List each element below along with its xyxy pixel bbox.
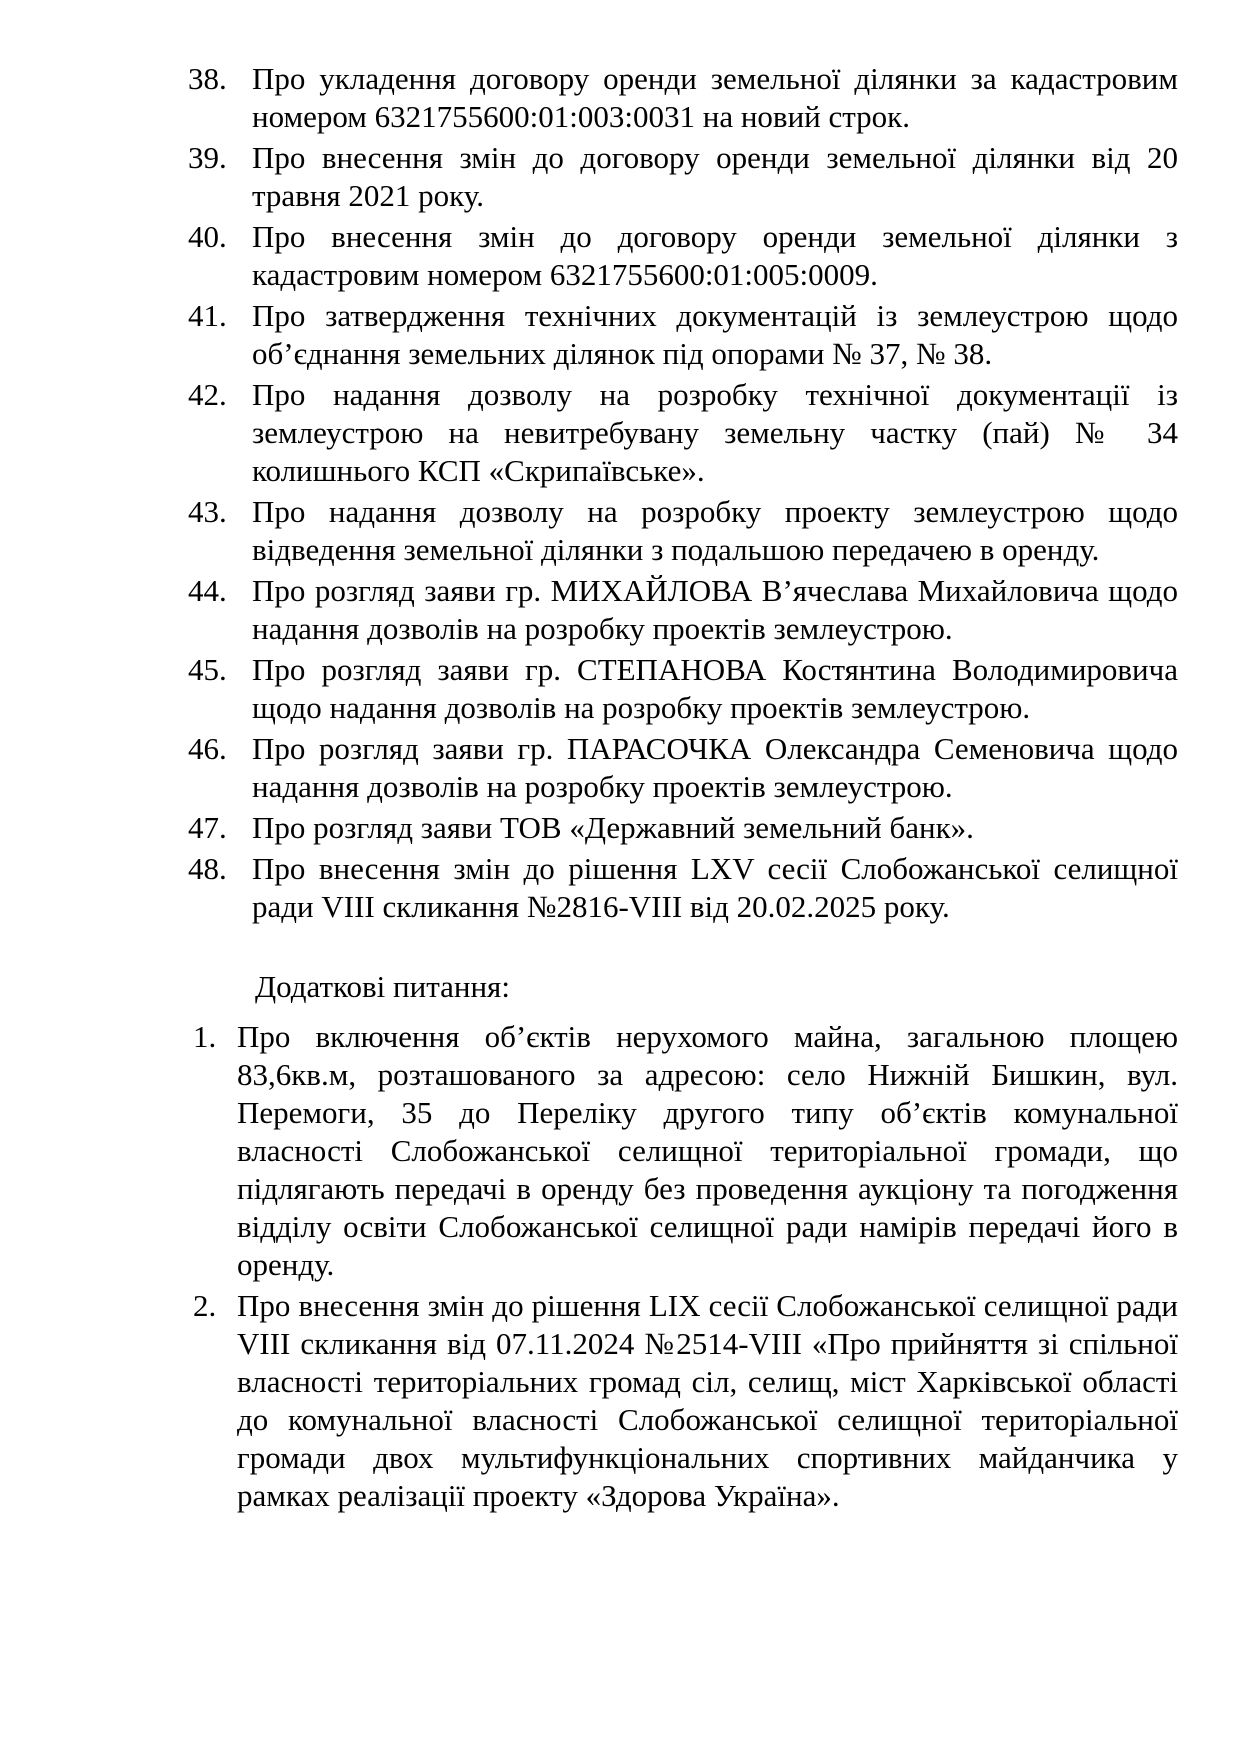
supplementary-list <box>193 1018 1178 1518</box>
agenda-list <box>188 60 1178 929</box>
agenda-item-text: Про розгляд заяви гр. СТЕПАНОВА Костянтина Володимировича щодо надання дозволів на розробку проектів землеустрою. <box>252 652 1178 725</box>
agenda-item-text: Про внесення змін до договору оренди земельної ділянки з кадастровим номером 6321755600:01:005:0009. <box>252 219 1178 292</box>
agenda-item-number: 46. <box>188 731 227 766</box>
agenda-item-text: Про розгляд заяви гр. ПАРАСОЧКА Олександра Семеновича щодо надання дозволів на розробку проектів землеустрою. <box>252 731 1178 804</box>
agenda-item-number: 41. <box>188 298 227 333</box>
agenda-item-41 <box>188 297 1178 373</box>
agenda-item-text: Про розгляд заяви гр. МИХАЙЛОВА В’ячеслава Михайловича щодо надання дозволів на розробку проектів землеустрою. <box>252 573 1178 646</box>
supplementary-item-2 <box>193 1287 1178 1515</box>
agenda-item-46 <box>188 730 1178 806</box>
agenda-item-text: Про затвердження технічних документацій із землеустрою щодо об’єднання земельних ділянок під опорами № 37, № 38. <box>252 298 1178 371</box>
agenda-item-44 <box>188 572 1178 648</box>
agenda-item-text: Про розгляд заяви ТОВ «Державний земельний банк». <box>252 810 974 845</box>
agenda-item-number: 48. <box>188 851 227 886</box>
agenda-item-45 <box>188 651 1178 727</box>
agenda-item-number: 42. <box>188 377 227 412</box>
agenda-item-text: Про укладення договору оренди земельної ділянки за кадастровим номером 6321755600:01:003:0031 на новий строк. <box>252 61 1178 134</box>
agenda-item-text: Про надання дозволу на розробку проекту землеустрою щодо відведення земельної ділянки з подальшою передачею в оренду. <box>252 494 1178 567</box>
agenda-item-48 <box>188 850 1178 926</box>
supplementary-item-number: 2. <box>193 1288 217 1323</box>
agenda-item-number: 39. <box>188 140 227 175</box>
supplementary-item-number: 1. <box>193 1019 217 1054</box>
agenda-item-40 <box>188 218 1178 294</box>
agenda-item-43 <box>188 493 1178 569</box>
agenda-item-text: Про надання дозволу на розробку технічної документації із землеустрою на невитребувану земельну частку (пай) № 34 колишнього КСП «Скрипаївське». <box>252 377 1178 488</box>
agenda-item-42 <box>188 376 1178 490</box>
agenda-item-number: 40. <box>188 219 227 254</box>
agenda-item-number: 43. <box>188 494 227 529</box>
agenda-item-number: 47. <box>188 810 227 845</box>
supplementary-item-1 <box>193 1018 1178 1284</box>
agenda-item-number: 38. <box>188 61 227 96</box>
agenda-item-38 <box>188 60 1178 136</box>
agenda-item-47 <box>188 809 1178 847</box>
agenda-item-text: Про внесення змін до договору оренди земельної ділянки від 20 травня 2021 року. <box>252 140 1178 213</box>
agenda-item-39 <box>188 139 1178 215</box>
agenda-item-number: 44. <box>188 573 227 608</box>
supplementary-heading: Додаткові питання: <box>255 969 510 1004</box>
supplementary-item-text: Про внесення змін до рішення LIX сесії Слобожанської селищної ради VIII скликання від 07.11.2024 №2514-VIII «Про прийняття зі спільної власності територіальних громад сіл, селищ, міст Харківської області до комунальної власності Слобожанської селищної територіальної громади двох мультифункціональних спортивних майданчика у рамках реалізації проекту «Здорова Україна». <box>237 1288 1178 1513</box>
agenda-item-number: 45. <box>188 652 227 687</box>
agenda-item-text: Про внесення змін до рішення LXV сесії Слобожанської селищної ради VIII скликання №2816-VIII від 20.02.2025 року. <box>252 851 1178 924</box>
supplementary-item-text: Про включення об’єктів нерухомого майна, загальною площею 83,6кв.м, розташованого за адресою: село Нижній Бишкин, вул. Перемоги, 35 до Переліку другого типу об’єктів комунальної власності Слобожанської селищної територіальної громади, що підлягають передачі в оренду без проведення аукціону та погодження відділу освіти Слобожанської селищної ради намірів передачі його в оренду. <box>237 1019 1178 1282</box>
